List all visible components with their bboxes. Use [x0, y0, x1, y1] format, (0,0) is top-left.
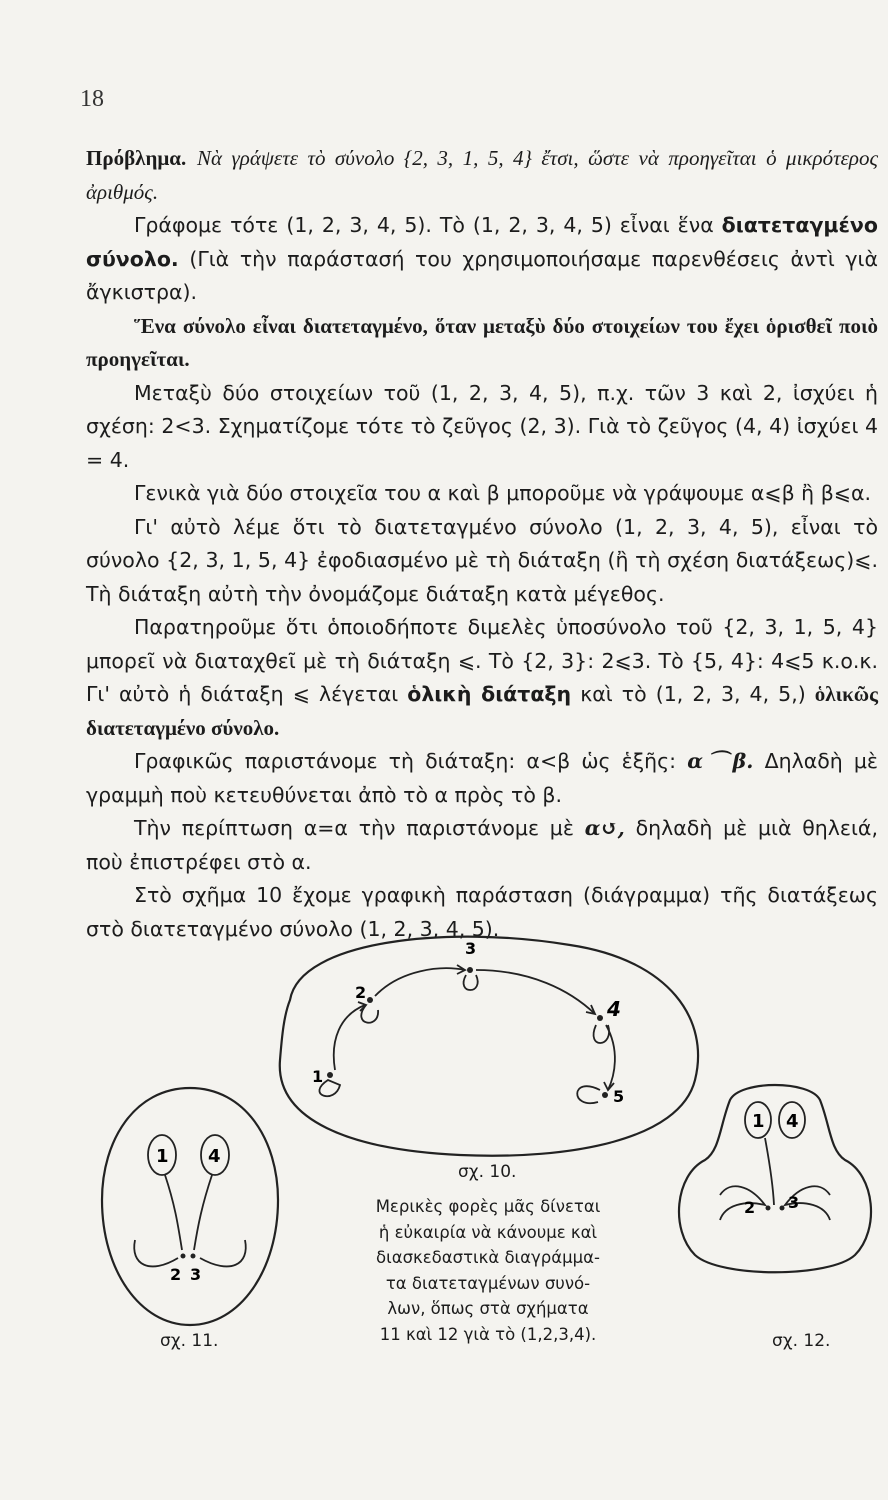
label-node-4: 4: [607, 997, 621, 1021]
p5-term-2: ὁλικῶς διατεταγμένο σύνολο.: [86, 682, 878, 740]
figure-10-caption: σχ. 10.: [458, 1162, 517, 1182]
paragraph-1: [86, 209, 878, 310]
label-node-4: 4: [786, 1111, 799, 1132]
paragraph-8: Στὸ σχῆμα 10 ἔχομε γραφικὴ παράσταση (διάγραμμα) τῆς διατάξεως στὸ διατεταγμένο σύνολο (1, 2, 3, 4, 5).: [86, 883, 878, 941]
caption-line: λων, ὅπως στὰ σχήματα: [387, 1299, 589, 1318]
outer-boundary: [102, 1088, 278, 1325]
p6-text-c: Δηλαδὴ μὲ γραμμὴ ποὺ κετευθύνεται ἀπὸ τὸ α πρὸς τὸ β.: [86, 749, 878, 807]
node-4-dot: [597, 1015, 603, 1021]
paragraph-6: [86, 745, 878, 812]
paragraph-5: [86, 611, 878, 745]
label-node-1: 1: [156, 1146, 169, 1167]
arrow-1-2: [334, 1005, 365, 1070]
p5-term: ὁλικὴ διάταξη: [407, 682, 572, 706]
label-node-1: 1: [752, 1111, 765, 1132]
p7-text-c: δηλαδὴ μὲ μιὰ θηλειά, ποὺ ἐπιστρέφει στὸ α.: [86, 816, 878, 874]
figure-10: [270, 930, 710, 1160]
arrow-4-5: [606, 1025, 615, 1090]
loop-3: [464, 975, 478, 990]
label-node-4: 4: [208, 1146, 221, 1167]
arrow-4-down: [194, 1175, 212, 1250]
problem-title: Πρόβλημα.: [86, 146, 187, 170]
caption-line: 11 καὶ 12 γιὰ τὸ (1,2,3,4).: [379, 1324, 597, 1344]
p1-text-a: Γράφομε τότε (1, 2, 3, 4, 5). Τὸ (1, 2, 3, 4, 5) εἶναι ἕνα: [134, 213, 714, 237]
node-2-dot: [367, 997, 373, 1003]
arrow-2-3: [375, 968, 465, 996]
arrow-3-4: [476, 970, 595, 1014]
node-5-dot: [602, 1092, 608, 1098]
problem-text: Νὰ γράψετε τὸ σύνολο {2, 3, 1, 5, 4} ἔτσι, ὥστε νὰ προηγεῖται ὁ μικρότερος ἀριθμός.: [86, 146, 878, 204]
p1-text-c: (Γιὰ τὴν παράστασή του χρησιμοποιήσαμε παρενθέσεις ἀντὶ γιὰ ἄγκιστρα).: [86, 246, 878, 304]
definition-paragraph: Ἕνα σύνολο εἶναι διατεταγμένο, ὅταν μεταξὺ δύο στοιχείων του ἔχει ὁρισθεῖ ποιὸ προηγεῖται.: [86, 313, 878, 371]
caption-line: ἡ εὐκαιρία νὰ κάνουμε καὶ: [378, 1222, 598, 1242]
page-number: 18: [80, 86, 104, 112]
figure-12-diagram: [670, 1080, 880, 1280]
p1-term: διατεταγμένο σύνολο.: [86, 213, 878, 271]
p5-text-c: καὶ τὸ (1, 2, 3, 4, 5,): [580, 682, 806, 706]
arrow-1-down: [165, 1175, 182, 1250]
node-3-dot: [780, 1206, 785, 1211]
label-node-3: 3: [190, 1265, 202, 1284]
node-2-dot: [181, 1254, 186, 1259]
label-node-2: 2: [170, 1265, 182, 1284]
p6-text-a: Γραφικῶς παριστάνομε τὴ διάταξη: α<β ὡς ἑξῆς:: [134, 749, 677, 773]
label-node-5: 5: [613, 1087, 625, 1106]
figure-12: [670, 1080, 880, 1280]
node-1-dot: [327, 1072, 333, 1078]
figure-explanation: [362, 1194, 614, 1347]
label-node-2: 2: [744, 1198, 756, 1217]
label-node-3: 3: [465, 939, 477, 958]
p7-text-a: Τὴν περίπτωση α=α τὴν παριστάνομε μὲ: [134, 816, 574, 840]
label-node-1: 1: [312, 1067, 324, 1086]
caption-line: διασκεδαστικὰ διαγράμμα-: [376, 1248, 600, 1267]
node-3-dot: [467, 967, 473, 973]
left-wing: [720, 1186, 765, 1220]
curve-left: [134, 1240, 178, 1266]
label-node-3: 3: [788, 1193, 800, 1212]
loop-5: [577, 1086, 600, 1103]
caption-line: Μερικὲς φορὲς μᾶς δίνεται: [375, 1197, 601, 1216]
figure-10-diagram: [270, 930, 710, 1160]
main-text: [86, 142, 878, 946]
figure-11: [90, 1080, 290, 1330]
center-line: [765, 1138, 774, 1205]
p5-text-a: Παρατηροῦμε ὅτι ὁποιοδήποτε διμελὲς ὑποσύνολο τοῦ {2, 3, 1, 5, 4} μπορεῖ νὰ διαταχθεῖ μὲ τὴ διάταξη ⩽. Τὸ {2, 3}: 2⩽3. Τὸ {5, 4}: 4⩽5 κ.ο.κ. Γι' αὐτὸ ἡ διάταξη ⩽ λέγεται: [86, 615, 878, 706]
node-3-dot: [191, 1254, 196, 1259]
paragraph-2: Μεταξὺ δύο στοιχείων τοῦ (1, 2, 3, 4, 5), π.χ. τῶν 3 καὶ 2, ἰσχύει ἡ σχέση: 2<3. Σχηματίζομε τότε τὸ ζεῦγος (2, 3). Γιὰ τὸ ζεῦγος (4, 4) ἰσχύει 4 = 4.: [86, 380, 878, 472]
figure-12-caption: σχ. 12.: [772, 1331, 831, 1351]
paragraph-4: Γι' αὐτὸ λέμε ὅτι τὸ διατεταγμένο σύνολο (1, 2, 3, 4, 5), εἶναι τὸ σύνολο {2, 3, 1, 5, 4} ἐφοδιασμένο μὲ τὴ διάταξη (ἢ τὴ σχέση διατάξεως)⩽. Τὴ διάταξη αὐτὴ τὴν ὀνομάζομε διάταξη κατὰ μέγεθος.: [86, 514, 878, 606]
node-2-dot: [766, 1206, 771, 1211]
paragraph-7: [86, 812, 878, 879]
loop-notation: α↺,: [584, 816, 625, 840]
arrow-notation: α⌒β.: [687, 749, 754, 773]
problem-paragraph: [86, 142, 878, 209]
paragraph-3: Γενικὰ γιὰ δύο στοιχεῖα του α καὶ β μποροῦμε νὰ γράψουμε α⩽β ἢ β⩽α.: [134, 481, 871, 505]
figure-11-diagram: [90, 1080, 290, 1330]
figure-11-caption: σχ. 11.: [160, 1331, 219, 1351]
outer-boundary: [679, 1085, 871, 1272]
label-node-2: 2: [355, 983, 367, 1002]
caption-line: τα διατεταγμένων συνό-: [385, 1273, 591, 1293]
curve-right: [200, 1240, 246, 1266]
